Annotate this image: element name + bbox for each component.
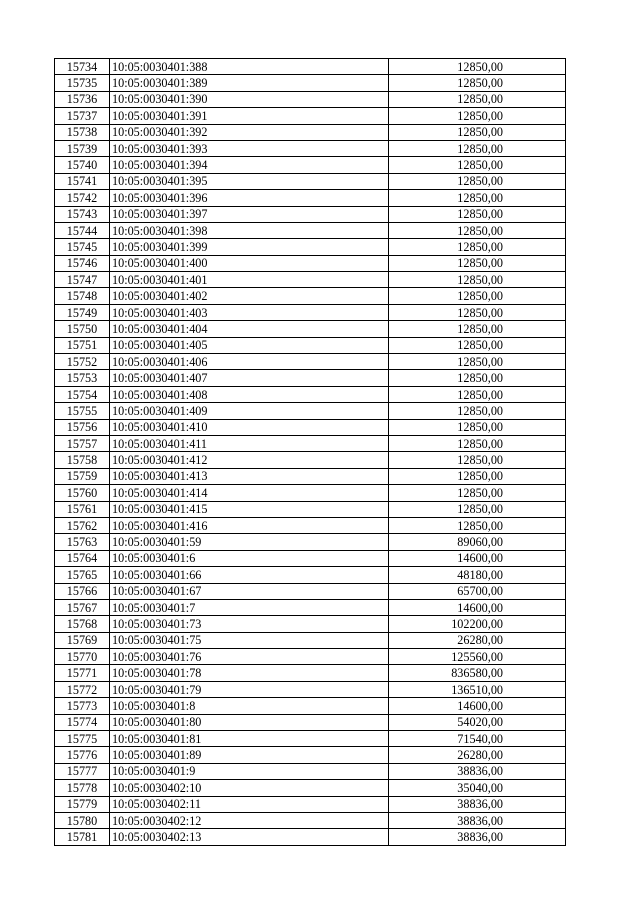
- table-row: [55, 812, 566, 828]
- table-row: [55, 124, 566, 140]
- cadastral-code-cell: 10:05:0030401:8: [110, 698, 389, 714]
- row-number-cell: 15749: [55, 304, 110, 320]
- row-number-cell: 15751: [55, 337, 110, 353]
- table-row: [55, 370, 566, 386]
- cadastral-code-cell: 10:05:0030401:81: [110, 731, 389, 747]
- value-cell: 12850,00: [389, 206, 566, 222]
- value-cell: 125560,00: [389, 649, 566, 665]
- row-number-cell: 15742: [55, 190, 110, 206]
- table-row: [55, 354, 566, 370]
- table-row: [55, 419, 566, 435]
- table-row: [55, 140, 566, 156]
- cadastral-code-cell: 10:05:0030401:73: [110, 616, 389, 632]
- cadastral-code-cell: 10:05:0030401:401: [110, 272, 389, 288]
- cadastral-code-cell: 10:05:0030401:7: [110, 599, 389, 615]
- value-cell: 38836,00: [389, 812, 566, 828]
- value-cell: 12850,00: [389, 140, 566, 156]
- cadastral-code-cell: 10:05:0030401:76: [110, 649, 389, 665]
- table-row: [55, 780, 566, 796]
- cadastral-code-cell: 10:05:0030401:404: [110, 321, 389, 337]
- table-row: [55, 435, 566, 451]
- row-number-cell: 15759: [55, 468, 110, 484]
- value-cell: 136510,00: [389, 681, 566, 697]
- value-cell: 12850,00: [389, 59, 566, 75]
- row-number-cell: 15735: [55, 75, 110, 91]
- cadastral-code-cell: 10:05:0030401:67: [110, 583, 389, 599]
- table-row: [55, 501, 566, 517]
- row-number-cell: 15738: [55, 124, 110, 140]
- table-row: [55, 485, 566, 501]
- cadastral-code-cell: 10:05:0030401:416: [110, 517, 389, 533]
- value-cell: 12850,00: [389, 239, 566, 255]
- table-row: [55, 649, 566, 665]
- value-cell: 12850,00: [389, 370, 566, 386]
- table-row: [55, 698, 566, 714]
- cadastral-code-cell: 10:05:0030401:413: [110, 468, 389, 484]
- data-table: [54, 58, 566, 846]
- cadastral-code-cell: 10:05:0030401:414: [110, 485, 389, 501]
- value-cell: 12850,00: [389, 452, 566, 468]
- table-row: [55, 272, 566, 288]
- value-cell: 35040,00: [389, 780, 566, 796]
- cadastral-code-cell: 10:05:0030401:405: [110, 337, 389, 353]
- value-cell: 38836,00: [389, 829, 566, 845]
- table-row: [55, 288, 566, 304]
- row-number-cell: 15768: [55, 616, 110, 632]
- cadastral-code-cell: 10:05:0030402:12: [110, 812, 389, 828]
- row-number-cell: 15744: [55, 222, 110, 238]
- table-row: [55, 632, 566, 648]
- cadastral-code-cell: 10:05:0030401:393: [110, 140, 389, 156]
- table-row: [55, 337, 566, 353]
- cadastral-code-cell: 10:05:0030401:398: [110, 222, 389, 238]
- value-cell: 38836,00: [389, 796, 566, 812]
- row-number-cell: 15747: [55, 272, 110, 288]
- row-number-cell: 15755: [55, 403, 110, 419]
- cadastral-code-cell: 10:05:0030401:89: [110, 747, 389, 763]
- cadastral-code-cell: 10:05:0030401:400: [110, 255, 389, 271]
- cadastral-code-cell: 10:05:0030401:66: [110, 567, 389, 583]
- cadastral-code-cell: 10:05:0030401:406: [110, 354, 389, 370]
- value-cell: 12850,00: [389, 75, 566, 91]
- table-row: [55, 91, 566, 107]
- value-cell: 54020,00: [389, 714, 566, 730]
- cadastral-code-cell: 10:05:0030401:415: [110, 501, 389, 517]
- cadastral-code-cell: 10:05:0030401:396: [110, 190, 389, 206]
- row-number-cell: 15780: [55, 812, 110, 828]
- value-cell: 38836,00: [389, 763, 566, 779]
- table-row: [55, 681, 566, 697]
- row-number-cell: 15750: [55, 321, 110, 337]
- value-cell: 48180,00: [389, 567, 566, 583]
- row-number-cell: 15767: [55, 599, 110, 615]
- value-cell: 12850,00: [389, 124, 566, 140]
- value-cell: 12850,00: [389, 485, 566, 501]
- row-number-cell: 15737: [55, 108, 110, 124]
- value-cell: 836580,00: [389, 665, 566, 681]
- row-number-cell: 15734: [55, 59, 110, 75]
- table-row: [55, 75, 566, 91]
- cadastral-code-cell: 10:05:0030401:407: [110, 370, 389, 386]
- value-cell: 12850,00: [389, 419, 566, 435]
- cadastral-code-cell: 10:05:0030401:9: [110, 763, 389, 779]
- value-cell: 12850,00: [389, 386, 566, 402]
- row-number-cell: 15752: [55, 354, 110, 370]
- row-number-cell: 15775: [55, 731, 110, 747]
- table-row: [55, 829, 566, 845]
- table-row: [55, 321, 566, 337]
- value-cell: 14600,00: [389, 550, 566, 566]
- row-number-cell: 15757: [55, 435, 110, 451]
- table-row: [55, 550, 566, 566]
- cadastral-code-cell: 10:05:0030401:6: [110, 550, 389, 566]
- row-number-cell: 15778: [55, 780, 110, 796]
- table-row: [55, 599, 566, 615]
- row-number-cell: 15774: [55, 714, 110, 730]
- row-number-cell: 15740: [55, 157, 110, 173]
- value-cell: 102200,00: [389, 616, 566, 632]
- row-number-cell: 15773: [55, 698, 110, 714]
- cadastral-code-cell: 10:05:0030401:394: [110, 157, 389, 173]
- value-cell: 12850,00: [389, 337, 566, 353]
- row-number-cell: 15769: [55, 632, 110, 648]
- row-number-cell: 15756: [55, 419, 110, 435]
- value-cell: 12850,00: [389, 157, 566, 173]
- row-number-cell: 15754: [55, 386, 110, 402]
- row-number-cell: 15741: [55, 173, 110, 189]
- row-number-cell: 15770: [55, 649, 110, 665]
- table-row: [55, 190, 566, 206]
- value-cell: 12850,00: [389, 403, 566, 419]
- table-row: [55, 534, 566, 550]
- cadastral-code-cell: 10:05:0030401:392: [110, 124, 389, 140]
- cadastral-code-cell: 10:05:0030401:389: [110, 75, 389, 91]
- cadastral-code-cell: 10:05:0030401:411: [110, 435, 389, 451]
- cadastral-code-cell: 10:05:0030401:410: [110, 419, 389, 435]
- table-row: [55, 108, 566, 124]
- row-number-cell: 15764: [55, 550, 110, 566]
- cadastral-code-cell: 10:05:0030401:395: [110, 173, 389, 189]
- value-cell: 12850,00: [389, 304, 566, 320]
- row-number-cell: 15743: [55, 206, 110, 222]
- value-cell: 12850,00: [389, 468, 566, 484]
- cadastral-code-cell: 10:05:0030401:80: [110, 714, 389, 730]
- cadastral-code-cell: 10:05:0030401:408: [110, 386, 389, 402]
- value-cell: 12850,00: [389, 91, 566, 107]
- row-number-cell: 15748: [55, 288, 110, 304]
- row-number-cell: 15771: [55, 665, 110, 681]
- cadastral-code-cell: 10:05:0030402:10: [110, 780, 389, 796]
- table-row: [55, 173, 566, 189]
- cadastral-code-cell: 10:05:0030401:409: [110, 403, 389, 419]
- value-cell: 12850,00: [389, 190, 566, 206]
- value-cell: 14600,00: [389, 698, 566, 714]
- row-number-cell: 15746: [55, 255, 110, 271]
- table-row: [55, 763, 566, 779]
- cadastral-code-cell: 10:05:0030401:412: [110, 452, 389, 468]
- table-row: [55, 517, 566, 533]
- value-cell: 12850,00: [389, 501, 566, 517]
- table-row: [55, 304, 566, 320]
- row-number-cell: 15765: [55, 567, 110, 583]
- cadastral-code-cell: 10:05:0030401:402: [110, 288, 389, 304]
- row-number-cell: 15761: [55, 501, 110, 517]
- table-row: [55, 386, 566, 402]
- table-row: [55, 255, 566, 271]
- value-cell: 12850,00: [389, 173, 566, 189]
- data-table-body: [55, 59, 566, 846]
- table-row: [55, 59, 566, 75]
- cadastral-code-cell: 10:05:0030401:391: [110, 108, 389, 124]
- row-number-cell: 15736: [55, 91, 110, 107]
- cadastral-code-cell: 10:05:0030401:397: [110, 206, 389, 222]
- table-row: [55, 206, 566, 222]
- row-number-cell: 15745: [55, 239, 110, 255]
- table-row: [55, 731, 566, 747]
- value-cell: 12850,00: [389, 288, 566, 304]
- row-number-cell: 15753: [55, 370, 110, 386]
- row-number-cell: 15766: [55, 583, 110, 599]
- cadastral-code-cell: 10:05:0030401:403: [110, 304, 389, 320]
- table-row: [55, 567, 566, 583]
- value-cell: 12850,00: [389, 222, 566, 238]
- cadastral-code-cell: 10:05:0030402:11: [110, 796, 389, 812]
- table-row: [55, 714, 566, 730]
- value-cell: 12850,00: [389, 255, 566, 271]
- row-number-cell: 15781: [55, 829, 110, 845]
- table-row: [55, 403, 566, 419]
- row-number-cell: 15758: [55, 452, 110, 468]
- value-cell: 12850,00: [389, 354, 566, 370]
- cadastral-code-cell: 10:05:0030401:78: [110, 665, 389, 681]
- value-cell: 89060,00: [389, 534, 566, 550]
- table-row: [55, 468, 566, 484]
- table-row: [55, 452, 566, 468]
- value-cell: 65700,00: [389, 583, 566, 599]
- value-cell: 12850,00: [389, 321, 566, 337]
- row-number-cell: 15777: [55, 763, 110, 779]
- value-cell: 26280,00: [389, 632, 566, 648]
- row-number-cell: 15760: [55, 485, 110, 501]
- value-cell: 14600,00: [389, 599, 566, 615]
- value-cell: 26280,00: [389, 747, 566, 763]
- value-cell: 12850,00: [389, 272, 566, 288]
- row-number-cell: 15762: [55, 517, 110, 533]
- row-number-cell: 15763: [55, 534, 110, 550]
- table-row: [55, 747, 566, 763]
- value-cell: 12850,00: [389, 435, 566, 451]
- table-row: [55, 665, 566, 681]
- cadastral-code-cell: 10:05:0030402:13: [110, 829, 389, 845]
- cadastral-code-cell: 10:05:0030401:59: [110, 534, 389, 550]
- cadastral-code-cell: 10:05:0030401:79: [110, 681, 389, 697]
- row-number-cell: 15779: [55, 796, 110, 812]
- value-cell: 12850,00: [389, 517, 566, 533]
- row-number-cell: 15776: [55, 747, 110, 763]
- cadastral-code-cell: 10:05:0030401:390: [110, 91, 389, 107]
- value-cell: 12850,00: [389, 108, 566, 124]
- table-row: [55, 616, 566, 632]
- table-row: [55, 796, 566, 812]
- table-row: [55, 222, 566, 238]
- table-row: [55, 583, 566, 599]
- table-row: [55, 157, 566, 173]
- table-row: [55, 239, 566, 255]
- cadastral-code-cell: 10:05:0030401:399: [110, 239, 389, 255]
- row-number-cell: 15739: [55, 140, 110, 156]
- row-number-cell: 15772: [55, 681, 110, 697]
- cadastral-code-cell: 10:05:0030401:388: [110, 59, 389, 75]
- value-cell: 71540,00: [389, 731, 566, 747]
- cadastral-code-cell: 10:05:0030401:75: [110, 632, 389, 648]
